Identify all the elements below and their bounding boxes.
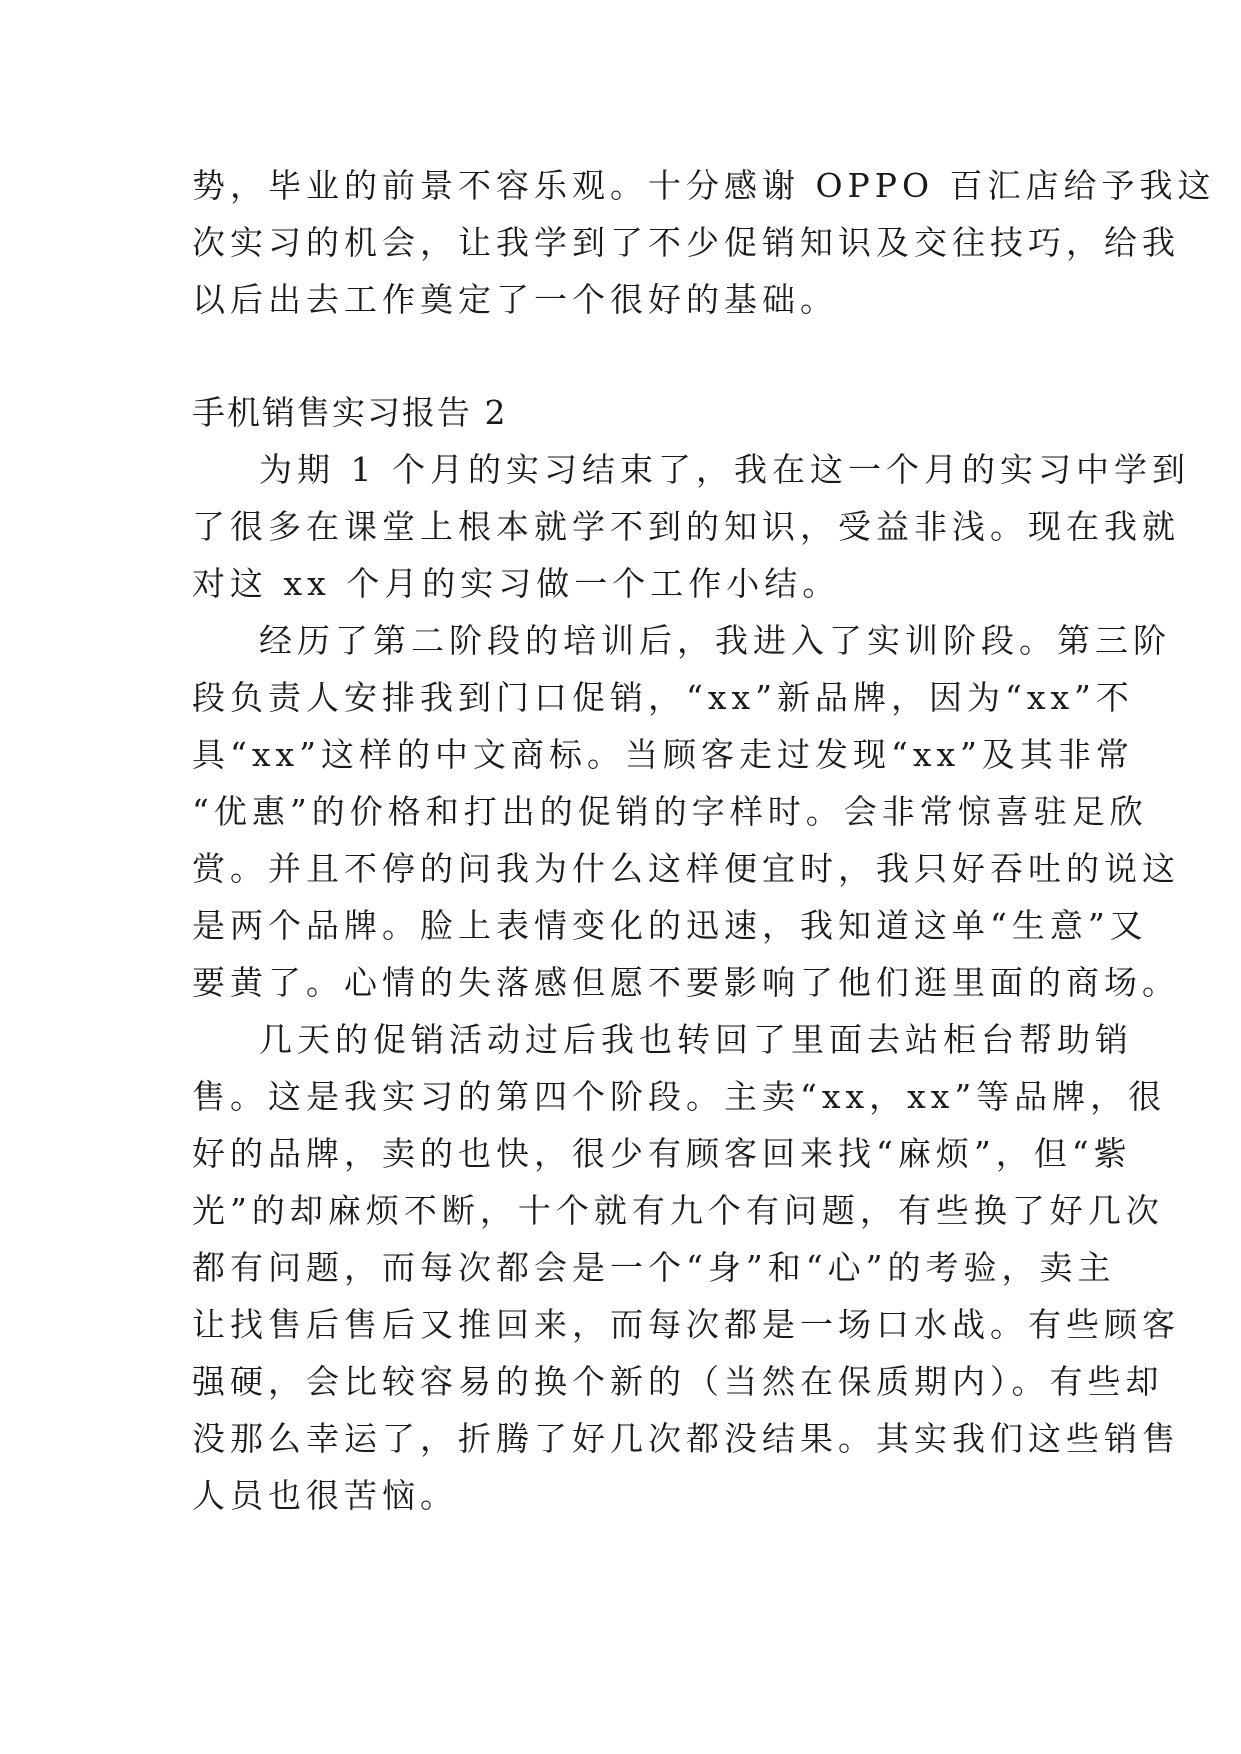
paragraph-line: 人员也很苦恼。 (192, 1476, 458, 1515)
paragraph-line: 具“xx”这样的中文商标。当顾客走过发现“xx”及其非常 (192, 735, 1134, 774)
paragraph-line: 对这 xx 个月的实习做一个工作小结。 (192, 564, 841, 603)
paragraph-line: 了很多在课堂上根本就学不到的知识，受益非浅。现在我就 (192, 507, 1180, 546)
paragraph-line: 为期 1 个月的实习结束了，我在这一个月的实习中学到 (259, 450, 1190, 489)
section-title: 手机销售实习报告 2 (192, 393, 508, 432)
paragraph-line: 经历了第二阶段的培训后，我进入了实训阶段。第三阶 (259, 621, 1171, 660)
paragraph-line: 都有问题，而每次都会是一个“身”和“心”的考验，卖主 (192, 1248, 1116, 1287)
paragraph-line: 是两个品牌。脸上表情变化的迅速，我知道这单“生意”又 (192, 906, 1148, 945)
intro-line: 势，毕业的前景不容乐观。十分感谢 OPPO 百汇店给予我这 (192, 166, 1216, 205)
paragraph-line: “优惠”的价格和打出的促销的字样时。会非常惊喜驻足欣 (192, 792, 1148, 831)
paragraph-line: 几天的促销活动过后我也转回了里面去站柜台帮助销 (259, 1020, 1133, 1059)
paragraph-line: 好的品牌，卖的也快，很少有顾客回来找“麻烦”，但“紫 (192, 1134, 1132, 1173)
paragraph-line: 强硬，会比较容易的换个新的（当然在保质期内）。有些却 (192, 1362, 1164, 1401)
paragraph-line: 没那么幸运了，折腾了好几次都没结果。其实我们这些销售 (192, 1419, 1180, 1458)
paragraph-line: 赏。并且不停的问我为什么这样便宜时，我只好吞吐的说这 (192, 849, 1180, 888)
paragraph-line: 光”的却麻烦不断，十个就有九个有问题，有些换了好几次 (192, 1191, 1164, 1230)
paragraph-line: 让找售后售后又推回来，而每次都是一场口水战。有些顾客 (192, 1305, 1180, 1344)
paragraph-line: 售。这是我实习的第四个阶段。主卖“xx，xx”等品牌，很 (192, 1077, 1167, 1116)
intro-line: 以后出去工作奠定了一个很好的基础。 (192, 280, 838, 319)
paragraph-line: 段负责人安排我到门口促销，“xx”新品牌，因为“xx”不 (192, 678, 1134, 717)
paragraph-line: 要黄了。心情的失落感但愿不要影响了他们逛里面的商场。 (192, 963, 1180, 1002)
intro-line: 次实习的机会，让我学到了不少促销知识及交往技巧，给我 (192, 223, 1180, 262)
